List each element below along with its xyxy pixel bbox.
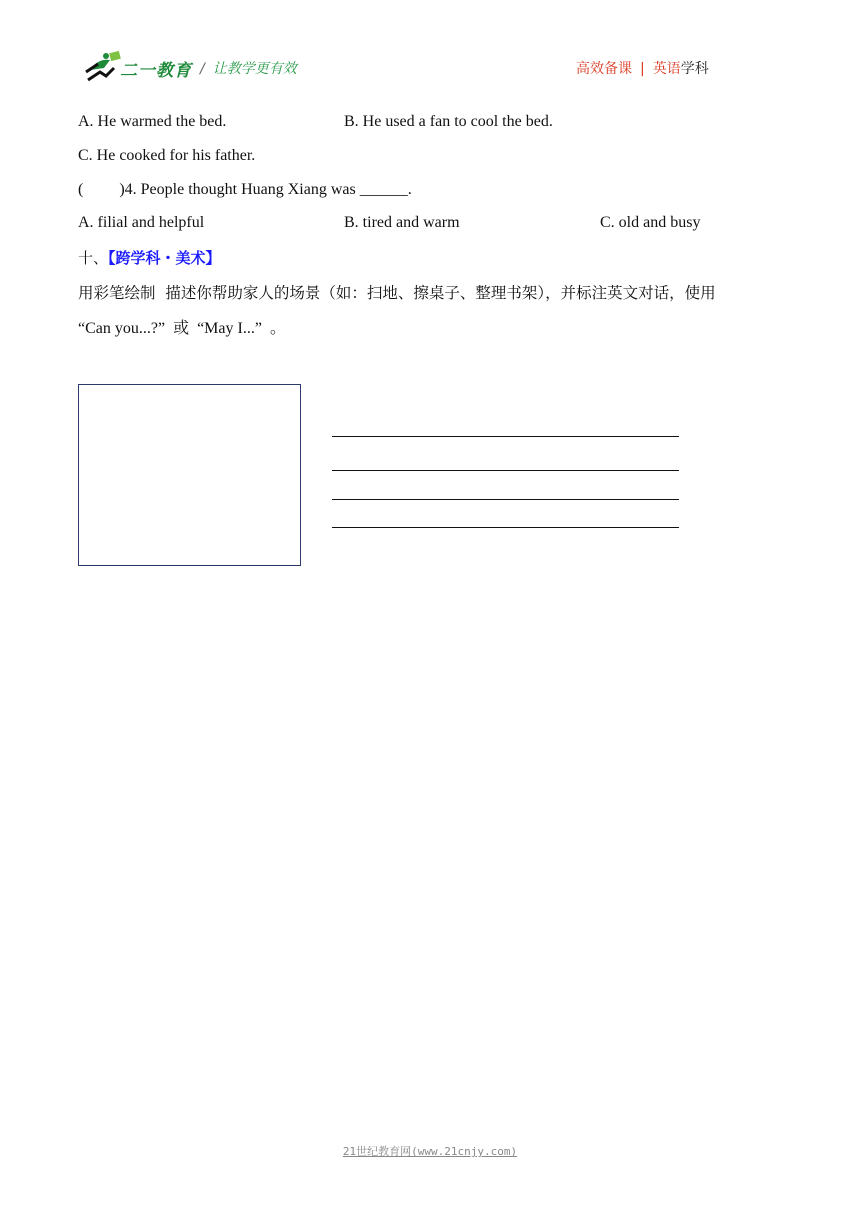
subject-label	[576, 58, 709, 78]
page-header	[0, 0, 860, 95]
answer-line-1[interactable]	[332, 436, 679, 437]
slogan	[200, 58, 297, 78]
q4-stem: ( )4. People thought Huang Xiang was ______.	[78, 181, 412, 198]
subject-divider: |	[640, 61, 645, 77]
drawing-box[interactable]	[78, 384, 301, 566]
instruction-line-1: 用彩笔绘制 描述你帮助家人的场景（如：扫地、擦桌子、整理书架），并标注英文对话，使用	[78, 284, 716, 302]
brand-name: 二一教育	[120, 61, 192, 81]
section-title: 【跨学科・美术】	[108, 249, 221, 267]
q3-option-a: A. He warmed the bed.	[78, 113, 227, 130]
q4-option-b: B. tired and warm	[344, 214, 460, 231]
section-10-heading	[78, 247, 221, 268]
answer-line-3[interactable]	[332, 499, 679, 500]
section-number: 十、	[78, 249, 109, 267]
slogan-separator: /	[200, 61, 205, 77]
instruction-line-2: “Can you...?” 或 “May I...” 。	[78, 320, 286, 337]
answer-line-4[interactable]	[332, 527, 679, 528]
q4-option-a: A. filial and helpful	[78, 214, 205, 231]
subject-prefix: 高效备课	[576, 61, 632, 77]
q4-option-c: C. old and busy	[600, 214, 701, 231]
footer-link[interactable]: 21世纪教育网(www.21cnjy.com)	[342, 1145, 518, 1158]
answer-line-2[interactable]	[332, 470, 679, 471]
q3-option-c: C. He cooked for his father.	[78, 147, 256, 164]
subject-name: 英语	[652, 61, 681, 77]
q3-option-b: B. He used a fan to cool the bed.	[344, 113, 553, 130]
subject-suffix: 学科	[680, 61, 709, 77]
slogan-text: 让教学更有效	[212, 61, 297, 77]
